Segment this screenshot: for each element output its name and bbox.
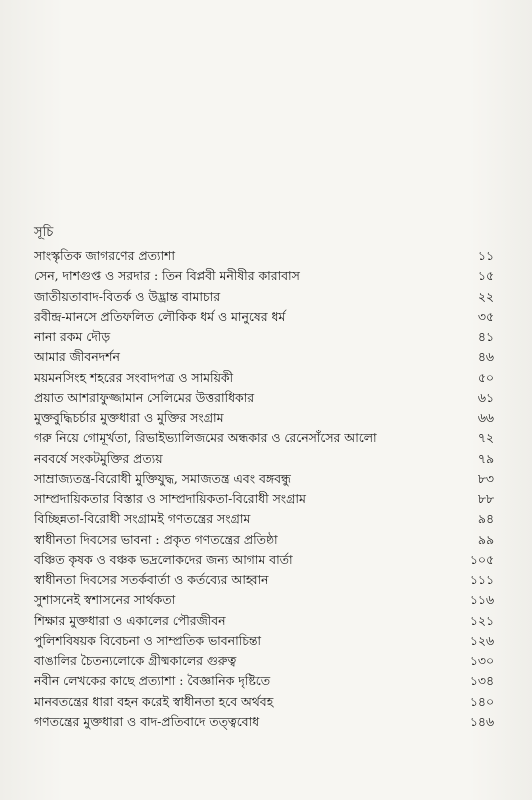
toc-entry-page-number: ১৪৬ [469, 713, 494, 729]
toc-entry [34, 287, 494, 307]
toc-entry [34, 266, 494, 286]
toc-entry-page-number: ১৩৪ [469, 673, 494, 689]
toc-entry-page-number: ১০৫ [469, 551, 494, 567]
toc-entry-title: শিক্ষার মুক্তধারা ও একালের পৌরজীবন [34, 612, 226, 628]
toc-entry-title: স্বাধীনতা দিবসের ভাবনা : প্রকৃত গণতন্ত্রের প্রতিষ্ঠা [34, 531, 278, 547]
toc-entry [34, 408, 494, 428]
toc-entry [34, 570, 494, 590]
toc-entry-page-number: ১২৬ [469, 632, 494, 648]
toc-entry-title: গরু নিয়ে গোমূর্খতা, রিভাইভ্যালিজমের অন্ধকার ও রেনেসাঁসের আলো [34, 430, 377, 446]
toc-entry [34, 651, 494, 671]
toc-entry-title: জাতীয়তাবাদ-বিতর্ক ও উদ্ভ্রান্ত বামাচার [34, 288, 221, 304]
toc-entry-page-number: ১১ [477, 248, 494, 263]
toc-entry [34, 428, 494, 448]
toc-entry-page-number: ৬১ [477, 389, 494, 405]
toc-entry-title: পুলিশবিষয়ক বিবেচনা ও সাম্প্রতিক ভাবনাচিন্তা [34, 632, 262, 648]
toc-entry-page-number: ৭২ [477, 430, 494, 446]
toc-entry-page-number: ৩৫ [477, 308, 494, 324]
toc-entry-title: গণতন্ত্রের মুক্তধারা ও বাদ-প্রতিবাদে তত্ত্ববোধ [34, 713, 260, 729]
toc-entry [34, 347, 494, 367]
toc-entry-title: সেন, দাশগুপ্ত ও সরদার : তিন বিপ্লবী মনীষীর কারাবাস [34, 268, 300, 284]
toc-entry [34, 449, 494, 469]
toc-entry-page-number: ১১১ [469, 572, 494, 587]
toc-entry-title: বিচ্ছিন্নতা-বিরোধী সংগ্রামই গণতন্ত্রের সংগ্রাম [34, 511, 251, 527]
toc-entry-title: স্বাধীনতা দিবসের সতর্কবার্তা ও কর্তব্যের আহ্বান [34, 572, 269, 587]
toc-entry-page-number: ৯৪ [477, 511, 494, 527]
toc-entry-title: রবীন্দ্র-মানসে প্রতিফলিত লৌকিক ধর্ম ও মানুষের ধর্ম [34, 308, 286, 324]
toc-entry-page-number: ১২১ [469, 612, 494, 628]
toc-entry [34, 327, 494, 347]
toc-entry-page-number: ৬৬ [477, 410, 494, 425]
toc-entry [34, 489, 494, 509]
toc-entry-page-number: ১৫ [477, 268, 494, 284]
toc-entry-title: নানা রকম দৌড় [34, 329, 111, 344]
toc-entry [34, 530, 494, 550]
toc-entry-title: সাম্রাজ্যতন্ত্র-বিরোধী মুক্তিযুদ্ধ, সমাজতন্ত্র এবং বঙ্গবন্ধু [34, 470, 291, 486]
toc-entry-page-number: ৮৮ [477, 491, 494, 506]
toc-entry-page-number: ৭৯ [477, 450, 494, 466]
toc-entry-title: নবীন লেখকের কাছে প্রত্যাশা : বৈজ্ঞানিক দৃষ্টিতে [34, 673, 271, 689]
toc-entry-page-number: ১৪০ [469, 693, 494, 709]
toc-entry [34, 550, 494, 570]
toc-entry [34, 692, 494, 712]
toc-entry-page-number: ৪১ [477, 329, 494, 344]
toc-entry-page-number: ৯৯ [477, 531, 494, 547]
toc-entry [34, 307, 494, 327]
toc-entry [34, 388, 494, 408]
toc-entry-title: বাঙালির চৈতন্যলোকে গ্রীষ্মকালের গুরুত্ব [34, 653, 237, 668]
toc-entry-title: আমার জীবনদর্শন [34, 349, 120, 365]
toc-entry-page-number: ১৩০ [469, 653, 494, 668]
toc-entry [34, 246, 494, 266]
toc-entry-title: ময়মনসিংহ শহরের সংবাদপত্র ও সাময়িকী [34, 369, 234, 385]
toc-entry [34, 611, 494, 631]
toc-entry-title: বঞ্চিত কৃষক ও বঞ্চক ভদ্রলোকদের জন্য আগাম বার্তা [34, 551, 293, 567]
toc-entry [34, 368, 494, 388]
toc-entry-title: মানবতন্ত্রের ধারা বহন করেই স্বাধীনতা হবে অর্থবহ [34, 693, 274, 709]
toc-entry [34, 469, 494, 489]
toc-entry-page-number: ২২ [477, 288, 494, 304]
toc-entry [34, 631, 494, 651]
toc-entry-page-number: ১১৬ [469, 592, 494, 608]
toc-entry [34, 671, 494, 691]
toc-entry-title: প্রয়াত আশরাফুজ্জামান সেলিমের উত্তরাধিকার [34, 389, 255, 405]
toc-entry-title: নববর্ষে সংকটমুক্তির প্রত্যয় [34, 450, 163, 466]
toc-entry [34, 590, 494, 610]
toc-entry [34, 509, 494, 529]
toc-entry-title: সাম্প্রদায়িকতার বিস্তার ও সাম্প্রদায়িকতা-বিরোধী সংগ্রাম [34, 491, 306, 506]
toc-entry-title: সাংস্কৃতিক জাগরণের প্রত্যাশা [34, 248, 175, 263]
toc-entry-page-number: ৮৩ [477, 470, 494, 486]
toc-entry-page-number: ৪৬ [477, 349, 494, 365]
toc-entry-page-number: ৫০ [477, 369, 494, 385]
toc-entry-title: মুক্তবুদ্ধিচর্চার মুক্তধারা ও মুক্তির সংগ্রাম [34, 410, 224, 425]
table-of-contents [34, 246, 494, 732]
toc-entry [34, 712, 494, 732]
contents-heading: সূচি [34, 225, 54, 240]
toc-entry-title: সুশাসনেই স্বশাসনের সার্থকতা [34, 592, 176, 608]
